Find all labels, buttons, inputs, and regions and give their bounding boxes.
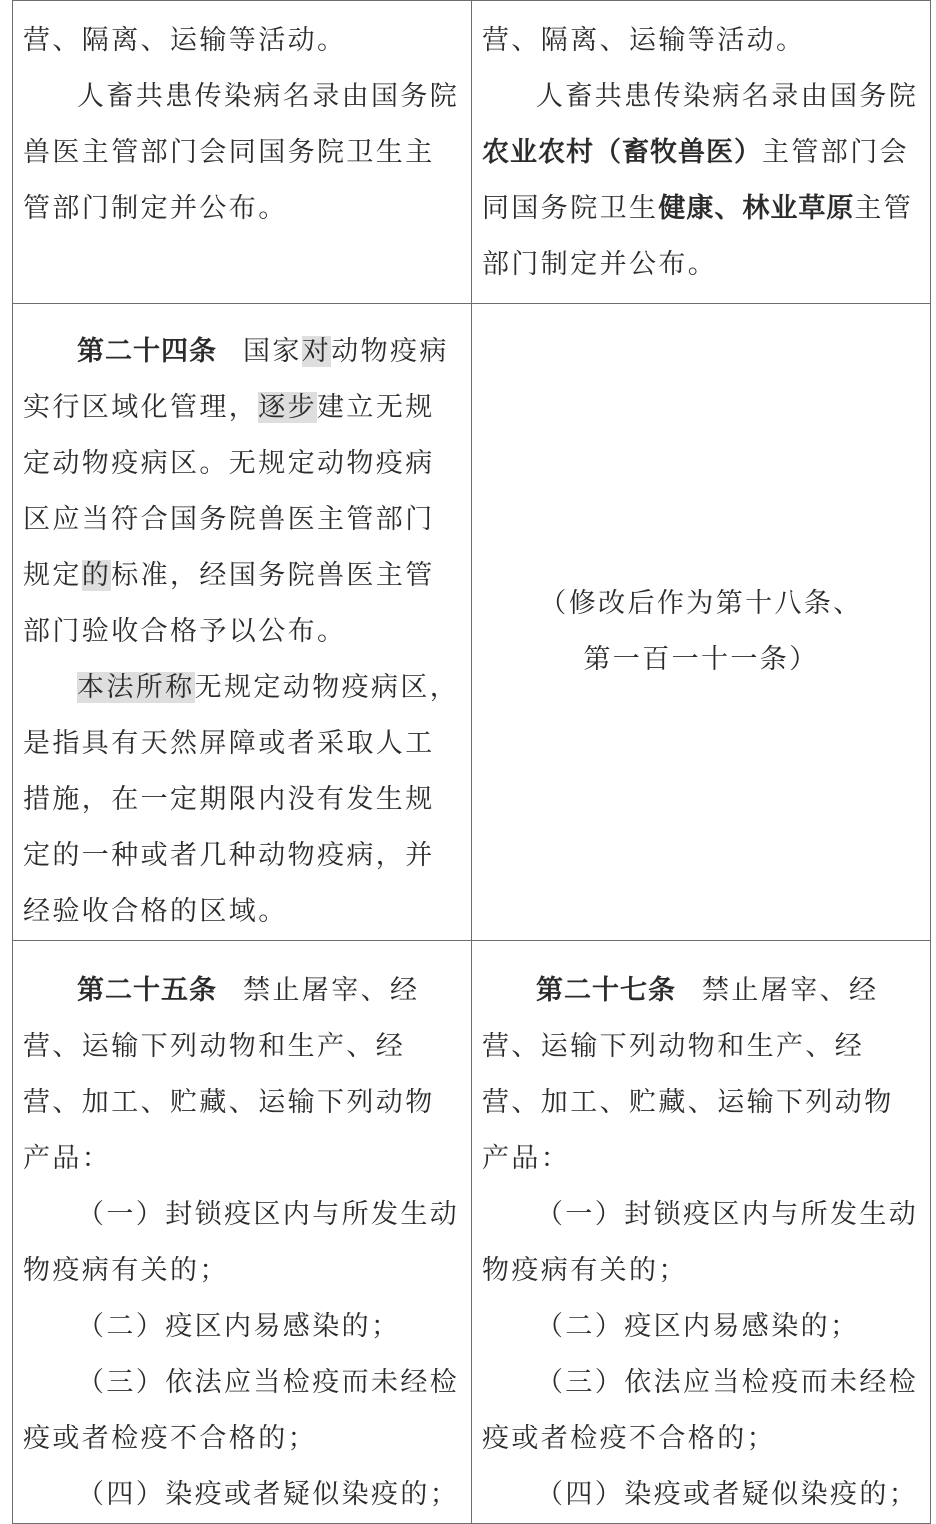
paragraph bbox=[482, 69, 920, 293]
original-text-cell bbox=[13, 1, 472, 304]
text-segment: 标准，经国务院兽医主管部门验收合格予以公布。 bbox=[23, 560, 435, 647]
table-row bbox=[13, 1, 931, 304]
text-segment: 禁止屠宰、经营、运输下列动物和生产、经营、加工、贮藏、运输下列动物产品： bbox=[482, 975, 894, 1174]
continued-line: 营、隔离、运输等活动。 bbox=[23, 25, 347, 56]
list-item: （一）封锁疫区内与所发生动物疫病有关的； bbox=[23, 1199, 460, 1286]
highlighted-text: 逐步 bbox=[258, 392, 318, 423]
continued-line: 营、隔离、运输等活动。 bbox=[482, 25, 806, 56]
article-paragraph bbox=[23, 324, 461, 660]
list-item: （三）依法应当检疫而未经检疫或者检疫不合格的； bbox=[482, 1367, 919, 1454]
revised-text-cell bbox=[472, 304, 931, 941]
text-segment: 禁止屠宰、经营、运输下列动物和生产、经营、加工、贮藏、运输下列动物产品： bbox=[23, 975, 435, 1174]
revised-bold-text: 健康、林业草原 bbox=[658, 193, 855, 224]
comparison-table bbox=[12, 0, 931, 1524]
revised-text-cell bbox=[472, 941, 931, 1524]
paragraph: 人畜共患传染病名录由国务院兽医主管部门会同国务院卫生主管部门制定并公布。 bbox=[23, 81, 460, 224]
text-segment: 建立无规定动物疫病区。无规定动物疫病区应当符合国务院兽医主管部门规定 bbox=[23, 392, 435, 591]
article-number: 第二十四条 bbox=[77, 336, 217, 367]
text-segment: 动物疫病实行区域化管理， bbox=[23, 336, 449, 423]
text-segment: 主管部门制定并公布。 bbox=[482, 193, 914, 280]
text-segment: 主管部门会同国务院卫生 bbox=[482, 137, 909, 224]
list-item: （四）染疫或者疑似染疫的； bbox=[536, 1479, 919, 1510]
note-line: （修改后作为第十八条、 bbox=[539, 588, 863, 619]
original-text-cell bbox=[13, 304, 472, 941]
list-item: （二）疫区内易感染的； bbox=[536, 1311, 860, 1342]
highlighted-text: 本法所称 bbox=[77, 672, 195, 703]
revised-bold-text: 农业农村（畜牧兽医） bbox=[482, 137, 762, 168]
list-item: （一）封锁疫区内与所发生动物疫病有关的； bbox=[482, 1199, 919, 1286]
text-segment: 无规定动物疫病区，是指具有天然屏障或者采取人工措施，在一定期限内没有发生规定的一种或者几种动物疫病，并经验收合格的区域。 bbox=[23, 672, 460, 927]
table-row bbox=[13, 304, 931, 941]
revised-text-cell bbox=[472, 1, 931, 304]
original-text-cell bbox=[13, 941, 472, 1524]
revision-note bbox=[482, 324, 920, 940]
text-segment: 人畜共患传染病名录由国务院 bbox=[536, 81, 919, 112]
article-paragraph bbox=[482, 963, 920, 1187]
list-item: （二）疫区内易感染的； bbox=[77, 1311, 401, 1342]
table-row bbox=[13, 941, 931, 1524]
list-item: （三）依法应当检疫而未经检疫或者检疫不合格的； bbox=[23, 1367, 460, 1454]
article-paragraph bbox=[23, 963, 461, 1187]
list-item: （四）染疫或者疑似染疫的； bbox=[77, 1479, 460, 1510]
article-number: 第二十五条 bbox=[77, 975, 217, 1006]
paragraph bbox=[23, 660, 461, 940]
text-segment: 国家 bbox=[243, 336, 302, 367]
note-line: 第一百一十一条） bbox=[583, 644, 819, 675]
highlighted-text: 对 bbox=[301, 336, 332, 367]
article-number: 第二十七条 bbox=[536, 975, 676, 1006]
highlighted-text: 的 bbox=[81, 560, 112, 591]
